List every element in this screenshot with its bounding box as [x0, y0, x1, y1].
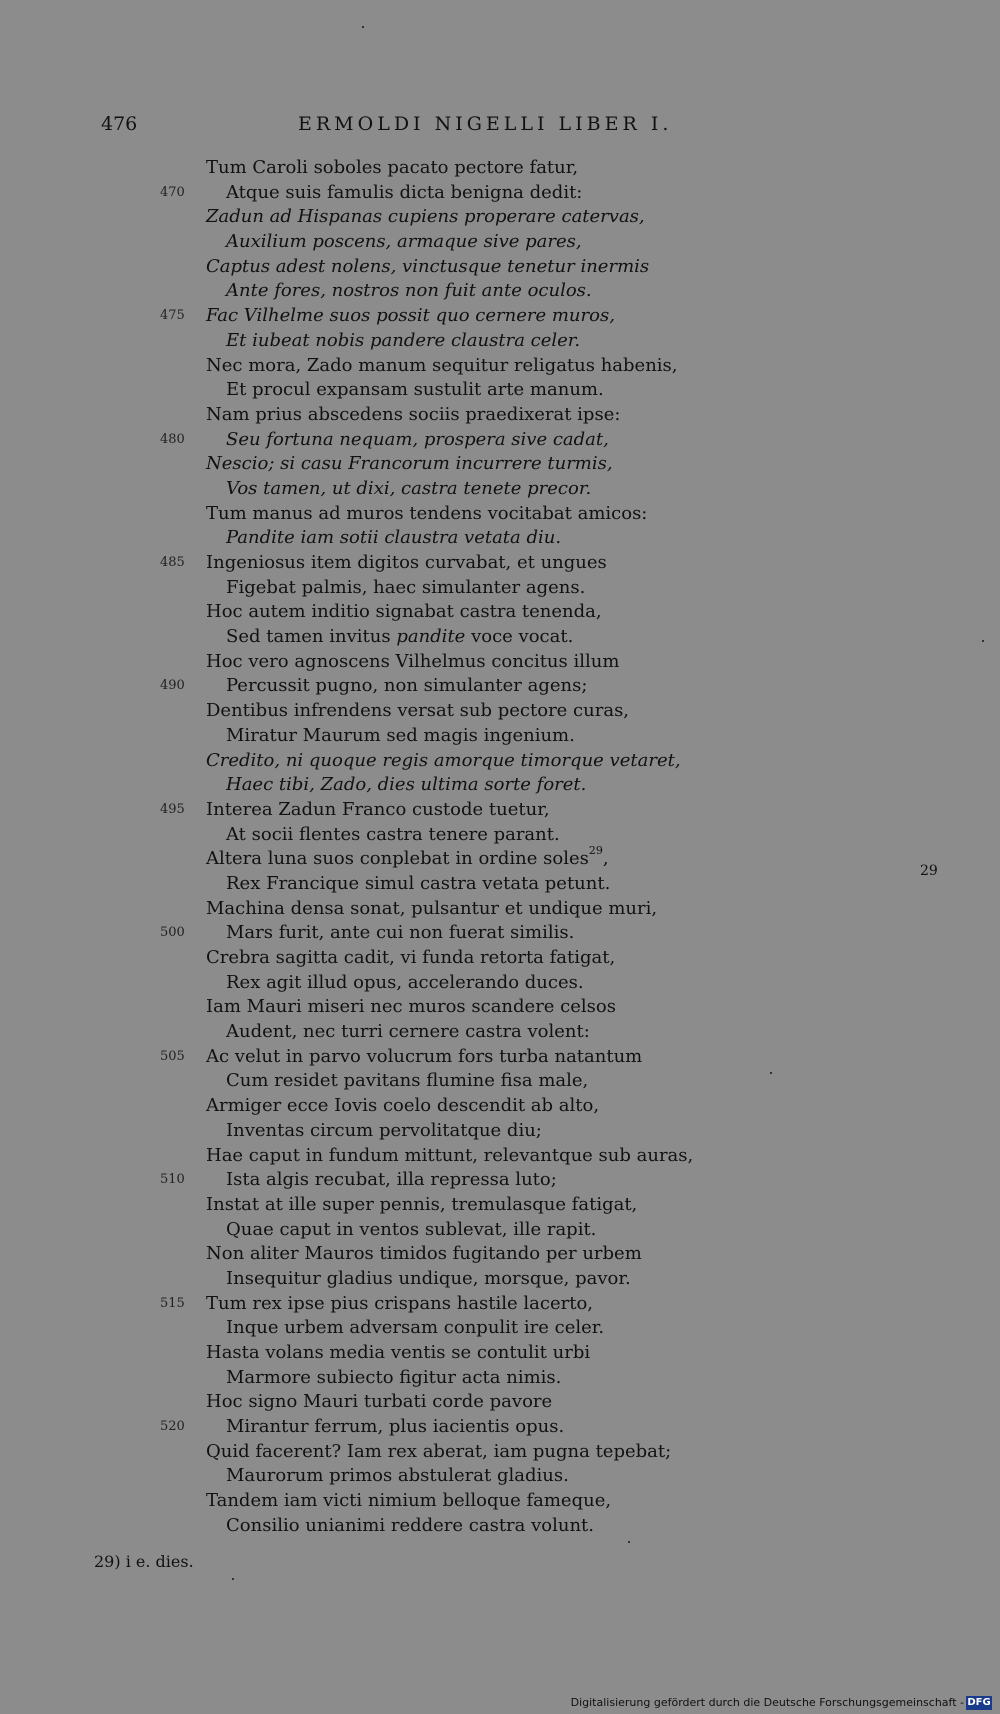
verse-line	[0, 1489, 1000, 1514]
verse-text	[206, 798, 550, 823]
verse-line	[0, 428, 1000, 453]
verse-line	[0, 477, 1000, 502]
verse-text-part: voce vocat.	[471, 626, 574, 648]
verse-text-part: Seu fortuna nequam, prospera sive cadat,	[226, 428, 609, 450]
verse-text-part: Hae caput in fundum mittunt, relevantque sub auras,	[206, 1144, 694, 1166]
verse-line	[0, 1193, 1000, 1218]
verse-line	[0, 354, 1000, 379]
margin-note: 29	[920, 863, 938, 879]
verse-text	[226, 1514, 594, 1539]
verse-text	[206, 205, 645, 230]
verse-text	[226, 625, 573, 650]
verse-line	[0, 526, 1000, 551]
verse-text	[226, 921, 574, 946]
verse-text-part: Tum manus ad muros tendens vocitabat amicos:	[206, 502, 648, 524]
verse-text-part: Dentibus infrendens versat sub pectore curas,	[206, 700, 630, 722]
footnote-ref: 29	[588, 844, 603, 858]
scan-speck	[362, 26, 364, 28]
verse-line	[0, 1415, 1000, 1440]
verse-line	[0, 1316, 1000, 1341]
line-number: 475	[160, 308, 185, 324]
verse-text-part: Haec tibi, Zado, dies ultima sorte foret.	[226, 774, 587, 796]
verse-line	[0, 1390, 1000, 1415]
verse-text	[226, 1464, 569, 1489]
verse-text	[226, 477, 591, 502]
line-number: 495	[160, 801, 185, 817]
verse-text	[206, 1341, 590, 1366]
verse-text	[226, 428, 609, 453]
verse-text	[206, 1094, 599, 1119]
verse-line	[0, 674, 1000, 699]
verse-line	[0, 1514, 1000, 1539]
verse-text-part: Inque urbem adversam conpulit ire celer.	[226, 1317, 605, 1339]
verse-line	[0, 205, 1000, 230]
verse-text-part: Sed tamen invitus	[226, 626, 391, 648]
verse-text	[226, 378, 604, 403]
verse-line	[0, 1267, 1000, 1292]
verse-line	[0, 403, 1000, 428]
verse-line	[0, 378, 1000, 403]
verse-text-part: Mars furit, ante cui non fuerat similis.	[226, 922, 575, 944]
verse-text-part: Altera luna suos conplebat in ordine soles	[206, 848, 589, 870]
verse-text-part: Tandem iam victi nimium belloque fameque,	[206, 1490, 612, 1512]
line-number: 510	[160, 1172, 185, 1188]
verse-line	[0, 650, 1000, 675]
verse-text-part: Pandite iam sotii claustra vetata diu.	[226, 527, 562, 549]
verse-line	[0, 749, 1000, 774]
verse-text	[226, 773, 586, 798]
verse-text-part: Nec mora, Zado manum sequitur religatus habenis,	[206, 354, 678, 376]
verse-text-part: Iam Mauri miseri nec muros scandere celsos	[206, 996, 616, 1018]
verse-line	[0, 502, 1000, 527]
line-number: 500	[160, 925, 185, 941]
verse-text	[226, 329, 580, 354]
verse-line	[0, 844, 1000, 872]
verse-text	[226, 724, 575, 749]
verse-text-part: Ingeniosus item digitos curvabat, et ungues	[206, 552, 607, 573]
verse-text	[206, 354, 678, 379]
verse-text	[206, 1489, 611, 1514]
verse-text-part: Ista algis recubat, illa repressa luto;	[226, 1169, 557, 1191]
scan-speck	[628, 1541, 630, 1543]
verse-text-part: Instat at ille super pennis, tremulasque fatigat,	[206, 1193, 638, 1215]
verse-text	[226, 279, 592, 304]
verse-text-part: Rex Francique simul castra vetata petunt.	[226, 872, 611, 894]
verse-line	[0, 1094, 1000, 1119]
verse-text	[206, 897, 657, 922]
verse-text-part: Fac Vilhelme suos possit quo cernere muros,	[206, 305, 615, 327]
verse-text-part: Marmore subiecto figitur acta nimis.	[226, 1366, 562, 1388]
verse-text-part: Maurorum primos abstulerat gladius.	[226, 1465, 569, 1487]
verse-text-part: Quae caput in ventos sublevat, ille rapit.	[226, 1218, 597, 1240]
line-number: 480	[160, 431, 185, 447]
verse-text	[206, 1242, 642, 1267]
verse-text-part: Et iubeat nobis pandere claustra celer.	[226, 329, 581, 351]
verse-text-part: Rex agit illud opus, accelerando duces.	[226, 971, 584, 993]
verse-text	[226, 1119, 542, 1144]
verse-text	[226, 872, 610, 897]
verse-text	[226, 1267, 631, 1292]
verse-line	[0, 921, 1000, 946]
verse-line	[0, 946, 1000, 971]
scan-speck	[770, 1072, 772, 1074]
verse-text	[206, 1390, 552, 1415]
verse-line	[0, 230, 1000, 255]
verse-text-part: Crebra sagitta cadit, vi funda retorta fatigat,	[206, 947, 616, 968]
verse-text	[226, 1415, 564, 1440]
verse-text	[206, 699, 629, 724]
verse-line	[0, 156, 1000, 181]
verse-line	[0, 304, 1000, 329]
verse-line	[0, 699, 1000, 724]
verse-italic-word: pandite	[396, 626, 466, 648]
verse-text	[226, 823, 560, 848]
verse-text-part: Hasta volans media ventis se contulit urbi	[206, 1342, 591, 1363]
verse-text	[226, 1168, 557, 1193]
verse-text-part: Machina densa sonat, pulsantur et undique muri,	[206, 897, 658, 919]
verse-text-part: Figebat palmis, haec simulanter agens.	[226, 576, 586, 598]
verse-text	[206, 1193, 637, 1218]
scan-speck	[232, 1578, 234, 1580]
verse-line	[0, 971, 1000, 996]
verse-text	[206, 600, 602, 625]
verse-text-part: Hoc vero agnoscens Vilhelmus concitus illum	[206, 650, 620, 672]
verse-text	[206, 650, 619, 675]
verse-text	[206, 452, 613, 477]
verse-line	[0, 625, 1000, 650]
verse-text-part: Mirantur ferrum, plus iacientis opus.	[226, 1416, 565, 1438]
verse-text-part: Cum residet pavitans flumine fisa male,	[226, 1070, 589, 1092]
verse-text	[226, 181, 582, 206]
verse-line	[0, 1045, 1000, 1070]
verse-text-part: Quid facerent? Iam rex aberat, iam pugna tepebat;	[206, 1440, 672, 1462]
verse-line	[0, 452, 1000, 477]
verse-text	[206, 749, 681, 774]
line-number: 490	[160, 678, 185, 694]
verse-text-part: Auxilium poscens, armaque sive pares,	[226, 231, 582, 253]
verse-line	[0, 576, 1000, 601]
verse-text-part: Nescio; si casu Francorum incurrere turmis,	[206, 453, 613, 475]
verse-text-part: Inventas circum pervolitatque diu;	[226, 1119, 542, 1141]
verse-line	[0, 1218, 1000, 1243]
verse-line	[0, 897, 1000, 922]
verse-text-part: Interea Zadun Franco custode tuetur,	[206, 798, 550, 820]
verse-text-part: Ante fores, nostros non fuit ante oculos.	[226, 280, 592, 302]
verse-text-part: Vos tamen, ut dixi, castra tenete precor.	[226, 477, 592, 499]
verse-text-part: Zadun ad Hispanas cupiens properare catervas,	[206, 206, 645, 228]
line-number: 520	[160, 1419, 185, 1435]
verse-text-part: Percussit pugno, non simulanter agens;	[226, 675, 588, 697]
verse-text-part: Hoc autem inditio signabat castra tenenda,	[206, 601, 602, 623]
verse-text	[226, 674, 587, 699]
verse-line	[0, 1069, 1000, 1094]
verse-text	[226, 576, 585, 601]
line-number: 505	[160, 1048, 185, 1064]
verse-text	[206, 1292, 593, 1317]
verse-text	[206, 156, 578, 181]
verse-text-part: Tum Caroli soboles pacato pectore fatur,	[206, 157, 579, 178]
verse-line	[0, 1242, 1000, 1267]
verse-text-part: Consilio unianimi reddere castra volunt.	[226, 1514, 595, 1536]
verse-line	[0, 995, 1000, 1020]
page-number: 476	[101, 113, 138, 135]
verse-line	[0, 600, 1000, 625]
verse-text-part: ,	[602, 848, 609, 870]
line-number: 485	[160, 555, 185, 570]
verse-line	[0, 279, 1000, 304]
verse-text-part: At socii flentes castra tenere parant.	[226, 823, 560, 845]
verse-text	[206, 403, 620, 428]
verse-line	[0, 1464, 1000, 1489]
dfg-logo-icon: DFG	[967, 1697, 991, 1708]
verse-line	[0, 1144, 1000, 1169]
verse-text-part: Captus adest nolens, vinctusque tenetur inermis	[206, 255, 650, 277]
verse-text	[226, 971, 584, 996]
verse-text-part: Credito, ni quoque regis amorque timorque vetaret,	[206, 749, 681, 771]
verse-text	[206, 255, 649, 280]
funding-credit: Digitalisierung gefördert durch die Deutsche Forschungsgemeinschaft -	[570, 1696, 964, 1709]
verse-line	[0, 551, 1000, 576]
verse-text-part: Insequitur gladius undique, morsque, pavor.	[226, 1267, 631, 1289]
verse-text	[226, 526, 561, 551]
footnote: 29) i e. dies.	[94, 1552, 194, 1571]
verse-text-part: Ac velut in parvo volucrum fors turba natantum	[206, 1045, 643, 1067]
verse-text-part: Miratur Maurum sed magis ingenium.	[226, 724, 575, 746]
scan-speck	[982, 640, 984, 642]
verse-text	[206, 502, 647, 527]
poem-text	[0, 156, 1000, 1539]
verse-text-part: Nam prius abscedens sociis praedixerat ipse:	[206, 403, 621, 425]
verse-text	[206, 1440, 671, 1465]
verse-text	[226, 230, 582, 255]
verse-text	[226, 1218, 596, 1243]
verse-text	[206, 995, 616, 1020]
verse-text	[206, 304, 615, 329]
verse-line	[0, 1341, 1000, 1366]
verse-line	[0, 255, 1000, 280]
line-number: 515	[160, 1295, 185, 1311]
verse-line	[0, 329, 1000, 354]
verse-line	[0, 1292, 1000, 1317]
verse-text-part: Armiger ecce Iovis coelo descendit ab alto,	[206, 1095, 600, 1117]
verse-text	[226, 1020, 590, 1045]
verse-text	[206, 946, 615, 971]
verse-text-part: Non aliter Mauros timidos fugitando per urbem	[206, 1243, 642, 1265]
verse-text-part: Hoc signo Mauri turbati corde pavore	[206, 1391, 553, 1413]
verse-text-part: Atque suis famulis dicta benigna dedit:	[226, 181, 583, 203]
verse-text	[206, 1144, 693, 1169]
verse-text	[226, 1069, 588, 1094]
verse-text	[226, 1366, 561, 1391]
verse-line	[0, 181, 1000, 206]
verse-text	[206, 551, 607, 576]
running-title: ERMOLDI NIGELLI LIBER I.	[298, 113, 673, 135]
verse-text-part: Tum rex ipse pius crispans hastile lacerto,	[206, 1292, 594, 1314]
verse-line	[0, 1366, 1000, 1391]
verse-line	[0, 1168, 1000, 1193]
verse-line	[0, 1020, 1000, 1045]
verse-line	[0, 1119, 1000, 1144]
line-number: 470	[160, 184, 185, 200]
verse-line	[0, 1440, 1000, 1465]
verse-text-part: Audent, nec turri cernere castra volent:	[226, 1021, 590, 1043]
verse-line	[0, 798, 1000, 823]
verse-text	[206, 1045, 642, 1070]
verse-line	[0, 872, 1000, 897]
verse-line	[0, 724, 1000, 749]
footer-bar	[0, 1693, 1000, 1714]
page-header	[0, 113, 1000, 143]
verse-line	[0, 773, 1000, 798]
verse-line	[0, 823, 1000, 848]
verse-text	[206, 844, 609, 872]
verse-text-part: Et procul expansam sustulit arte manum.	[226, 379, 604, 401]
verse-text	[226, 1316, 604, 1341]
